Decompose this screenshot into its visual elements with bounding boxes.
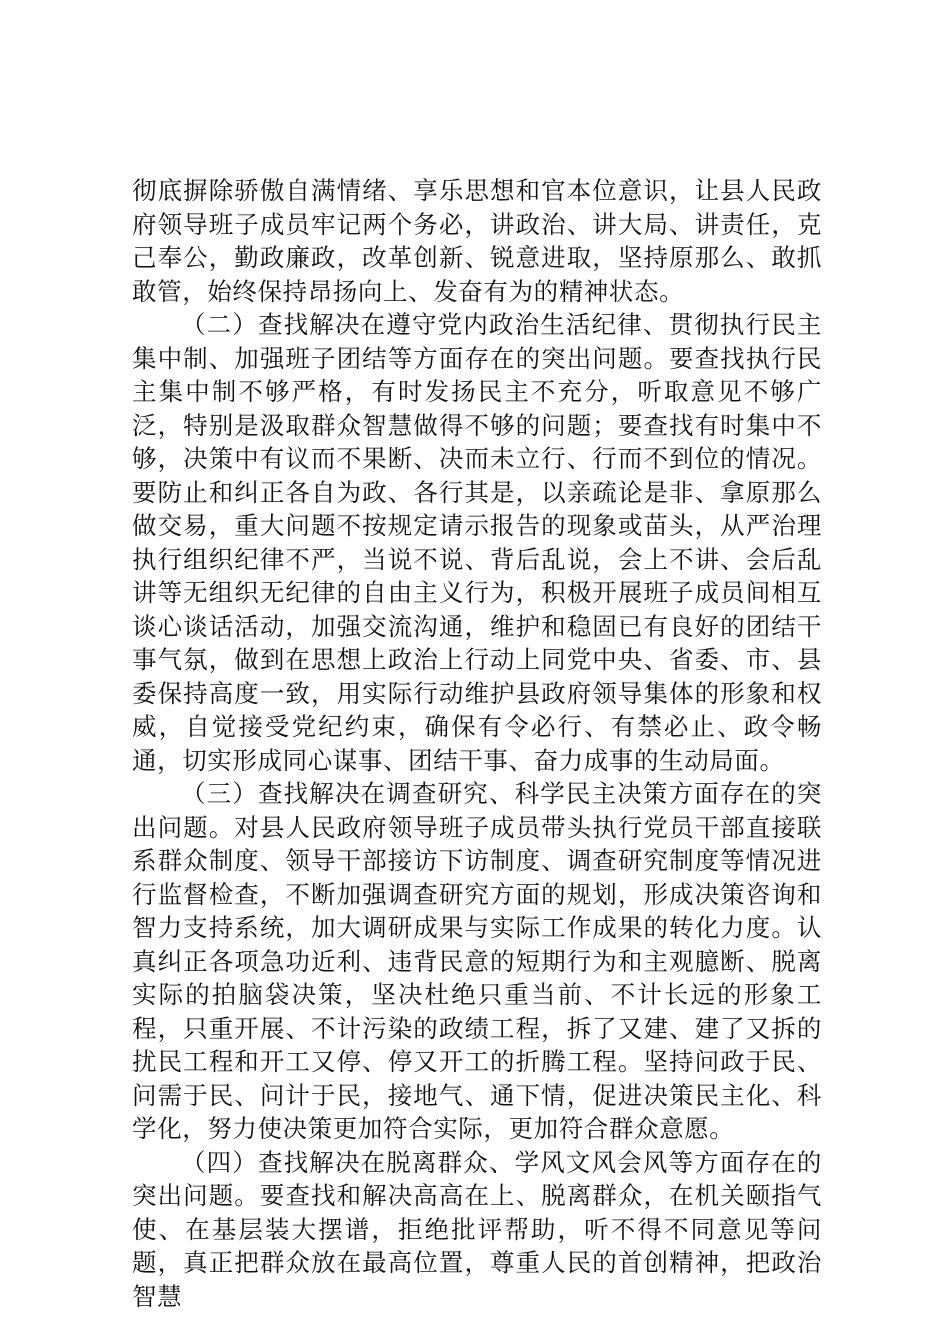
- paragraph-section-2: （二）查找解决在遵守党内政治生活纪律、贯彻执行民主集中制、加强班子团结等方面存在的突出问题。要查找执行民主集中制不够严格，有时发扬民主不充分，听取意见不够广泛，特别是汲取群众智慧做得不够的问题；要查找有时集中不够，决策中有议而不果断、决而未立行、行而不到位的情况。要防止和纠正各自为政、各行其是，以亲疏论是非、拿原那么做交易，重大问题不按规定请示报告的现象或苗头，从严治理执行组织纪律不严，当说不说、背后乱说，会上不讲、会后乱讲等无组织无纪律的自由主义行为，积极开展班子成员间相互谈心谈话活动，加强交流沟通，维护和稳固已有良好的团结干事气氛，做到在思想上政治上行动上同党中央、省委、市、县委保持高度一致，用实际行动维护县政府领导集体的形象和权威，自觉接受党纪约束，确保有令必行、有禁必止、政令畅通，切实形成同心谋事、团结干事、奋力成事的生动局面。: [132, 310, 822, 775]
- paragraph-section-3: （三）查找解决在调查研究、科学民主决策方面存在的突出问题。对县人民政府领导班子成员带头执行党员干部直接联系群众制度、领导干部接访下访制度、调查研究制度等情况进行监督检查，不断加强调查研究方面的规划，形成决策咨询和智力支持系统，加大调研成果与实际工作成果的转化力度。认真纠正各项急功近利、违背民意的短期行为和主观臆断、脱离实际的拍脑袋决策，坚决杜绝只重当前、不计长远的形象工程，只重开展、不计污染的政绩工程，拆了又建、建了又拆的扰民工程和开工又停、停又开工的折腾工程。坚持问政于民、问需于民、问计于民，接地气、通下情，促进决策民主化、科学化，努力使决策更加符合实际，更加符合群众意愿。: [132, 779, 822, 1143]
- paragraph-continued: 彻底摒除骄傲自满情绪、享乐思想和官本位意识，让县人民政府领导班子成员牢记两个务必，讲政治、讲大局、讲责任，克己奉公，勤政廉政，改革创新、锐意进取，坚持原那么、敢抓敢管，始终保持昂扬向上、发奋有为的精神状态。: [132, 176, 822, 306]
- document-body: [132, 174, 822, 1313]
- paragraph-section-4: （四）查找解决在脱离群众、学风文风会风等方面存在的突出问题。要查找和解决高高在上、脱离群众，在机关颐指气使、在基层装大摆谱，拒绝批评帮助，听不得不同意见等问题，真正把群众放在最高位置，尊重人民的首创精神，把政治智慧: [132, 1147, 822, 1311]
